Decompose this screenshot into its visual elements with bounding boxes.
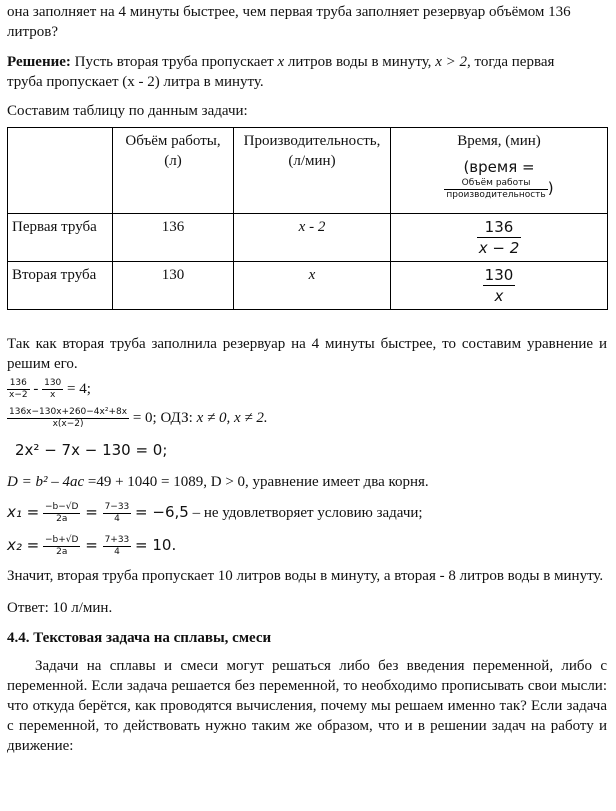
variable-x: x: [277, 54, 285, 70]
row-time: [391, 214, 608, 262]
header-productivity: Производительность, (л/мин): [234, 128, 391, 214]
equation-3: 2x² − 7x − 130 = 0;: [15, 441, 168, 459]
time-formula: [395, 157, 603, 201]
eq1-f2-den: x: [42, 389, 63, 401]
x2-den2: 4: [103, 546, 132, 558]
solution-label: Решение:: [7, 54, 71, 70]
header-time-label: Время, (мин): [457, 133, 541, 149]
header-empty-cell: [8, 128, 113, 214]
row-time-den: x: [483, 285, 516, 306]
x1-num2: 7−33: [104, 502, 130, 513]
row-name: Вторая труба: [8, 262, 113, 310]
data-table: [7, 127, 608, 310]
x2-num2: 7+33: [104, 535, 130, 546]
section-text: Задачи на сплавы и смеси могут решаться либо без введения переменной, либо с переменной. Если задача решается без переменной, то необходимо прописывать свои мысли: что откуда берётся, как проводятся вычисления, почему мы решаем именно так? Если задача с переменной, то действовать нужно таким же образом, что и в решении задач на работу и движение:: [7, 658, 607, 755]
row-volume: 130: [113, 262, 234, 310]
x1-den: 2a: [43, 513, 80, 525]
row-time: [391, 262, 608, 310]
x1-den2: 4: [103, 513, 132, 525]
header-volume: Объём работы, (л): [113, 128, 234, 214]
conclusion: Значит, вторая труба пропускает 10 литров воды в минуту, а вторая - 8 литров воды в минуту.: [7, 568, 604, 585]
row-productivity: x - 2: [234, 214, 391, 262]
x1-result: = −6,5: [135, 503, 189, 521]
x1-note: – не удовлетворяет условию задачи;: [188, 505, 423, 521]
equation-1: [7, 378, 607, 401]
x2-label: x₂ =: [7, 536, 40, 555]
condition: x > 2: [435, 54, 467, 70]
intro-line-2: литров?: [7, 24, 58, 40]
equation-2: [7, 407, 607, 430]
eq1-fraction-2: [42, 378, 63, 401]
eq2-num: 136x−130x+260−4x²+8x: [9, 407, 128, 417]
x1-fraction-2: [103, 502, 132, 525]
row-time-num: 136: [484, 218, 514, 236]
eq1-f2-num: 130: [44, 378, 62, 388]
row-name: Первая труба: [8, 214, 113, 262]
x1-fraction-1: [43, 502, 80, 525]
row-time-num: 130: [484, 266, 514, 284]
row-productivity: x: [234, 262, 391, 310]
x1-num: −b−√D: [44, 502, 79, 513]
root-x1: x₁ = $\frac{-b-√D}{2a}$ = $\frac{7-33}{4}$ = −6,5 – не удовлетворяет условию задачи;: [7, 502, 423, 525]
table-row: [8, 262, 608, 310]
row-volume: 136: [113, 214, 234, 262]
row-time-den: x − 2: [478, 239, 520, 257]
row-time-fraction: [477, 217, 522, 258]
eq1-f1-num: 136: [9, 378, 27, 388]
x2-num: −b+√D: [44, 535, 79, 546]
discriminant-line: [7, 472, 607, 492]
table-header-row: [8, 128, 608, 214]
table-intro: Составим таблицу по данным задачи:: [7, 103, 248, 119]
equation-intro: Так как вторая труба заполнила резервуар на 4 минуты быстрее, то составим уравнение и решим его.: [7, 336, 607, 372]
eq2-rhs: = 0; ОДЗ:: [129, 409, 197, 426]
time-formula-num: Объём работы: [461, 178, 531, 189]
time-formula-prefix: (время =: [463, 158, 535, 176]
section-heading: 4.4. Текстовая задача на сплавы, смеси: [7, 630, 272, 647]
time-formula-den: производительность: [446, 190, 546, 201]
solution-text-c: , тогда первая: [466, 54, 555, 70]
x1-label: x₁ =: [7, 503, 40, 521]
row-time-fraction: [483, 265, 516, 306]
eq2-odz: x ≠ 0, x ≠ 2.: [196, 409, 268, 426]
discriminant-formula: D = b² – 4ac: [7, 474, 85, 490]
time-formula-suffix: ): [547, 179, 554, 197]
eq1-rhs: = 4;: [63, 380, 91, 397]
root-x2: x₂ = $\frac{-b+√D}{2a}$ = $\frac{7+33}{4}$ = 10.: [7, 535, 177, 558]
x2-fraction-1: [43, 535, 80, 558]
answer: Ответ: 10 л/мин.: [7, 600, 113, 617]
solution-text-b: литров воды в минуту,: [284, 54, 436, 70]
document-page: [7, 0, 607, 756]
x2-den: 2a: [43, 546, 80, 558]
eq2-fraction: [7, 407, 129, 430]
eq1-f1-den: x−2: [9, 390, 28, 400]
solution-line-2: труба пропускает (x - 2) литра в минуту.: [7, 74, 264, 90]
eq1-fraction-1: [7, 378, 30, 401]
discriminant-rest: =49 + 1040 = 1089, D > 0, уравнение имеет два корня.: [84, 474, 429, 490]
solution-paragraph: [7, 52, 607, 72]
intro-line-1: она заполняет на 4 минуты быстрее, чем первая труба заполняет резервуар объёмом 136: [7, 4, 571, 20]
x2-fraction-2: [103, 535, 132, 558]
x2-result: = 10.: [135, 536, 177, 555]
header-time: [391, 128, 608, 214]
table-row: [8, 214, 608, 262]
eq1-minus: -: [29, 380, 43, 397]
eq2-den: x(x−2): [7, 418, 129, 430]
solution-text-a: Пусть вторая труба пропускает: [70, 54, 278, 70]
time-formula-fraction: [444, 178, 547, 201]
